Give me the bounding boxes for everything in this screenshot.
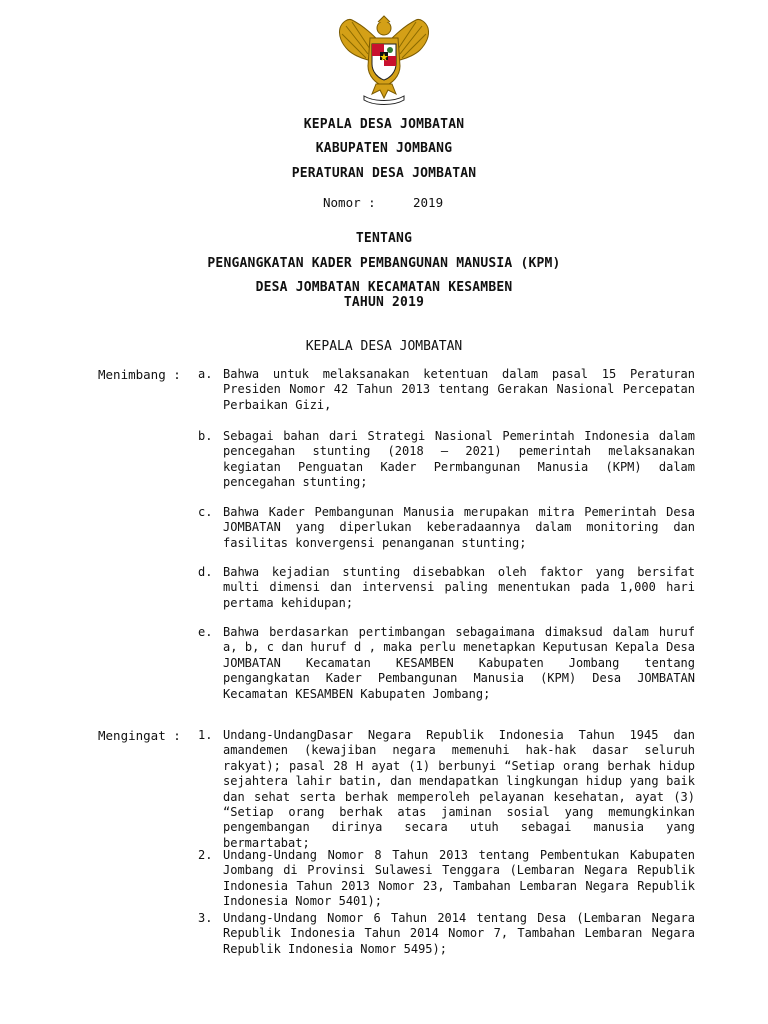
mengingat-label: Mengingat : — [98, 728, 181, 743]
item-marker: b. — [198, 429, 213, 443]
menimbang-label: Menimbang : — [98, 367, 181, 382]
item-text: Undang-Undang Nomor 8 Tahun 2013 tentang Pembentukan Kabupaten Jombang di Provinsi Sulawesi Tenggara (Lembaran Negara Republik Indonesia Tahun 2013 Nomor 23, Tambahan Lembaran Negara Republik Indonesia Nomor 5401); — [223, 848, 695, 909]
item-marker: 3. — [198, 911, 213, 925]
item-text: Bahwa Kader Pembangunan Manusia merupakan mitra Pemerintah Desa JOMBATAN yang diperlukan keberadaannya dalam monitoring dan fasilitas konvergensi penanganan stunting; — [223, 505, 695, 550]
item-marker: c. — [198, 505, 213, 519]
item-text: Bahwa berdasarkan pertimbangan sebagaimana dimaksud dalam huruf a, b, c dan huruf d , maka perlu menetapkan Keputusan Kepala Desa JOMBATAN Kecamatan KESAMBEN Kabupaten Jombang tentang pengangkatan Kader Pembangunan Manusia (KPM) Desa JOMBATAN Kecamatan KESAMBEN Kabupaten Jombang; — [223, 625, 695, 701]
item-text: Undang-UndangDasar Negara Republik Indonesia Tahun 1945 dan amandemen (kewajiban negara memenuhi hak-hak dasar seluruh rakyat); pasal 28 H ayat (1) berbunyi “Setiap orang berhak hidup sejahtera lahir batin, dan mendapatkan lingkungan hidup yang baik dan sehat serta berhak memperoleh pelayanan kesehatan, ayat (3) “Setiap orang berhak atas jaminan sosial yang memungkinkan pengembangan dirinya secara utuh sebagai manusia yang bermartabat; — [223, 728, 695, 850]
header-line-1: KEPALA DESA JOMBATAN — [303, 117, 465, 132]
title-line-1: PENGANGKATAN KADER PEMBANGUNAN MANUSIA (KPM) — [207, 256, 561, 271]
tentang-heading: TENTANG — [355, 231, 413, 246]
item-text: Bahwa kejadian stunting disebabkan oleh faktor yang bersifat multi dimensi dan intervensi paling menentukan pada 1,000 hari pertama kehidupan; — [223, 565, 695, 610]
item-marker: a. — [198, 367, 213, 381]
menimbang-item — [198, 505, 695, 551]
garuda-emblem-icon — [334, 14, 434, 106]
mengingat-item — [198, 848, 695, 910]
header-line-3: PERATURAN DESA JOMBATAN — [291, 166, 477, 181]
title-line-2: DESA JOMBATAN KECAMATAN KESAMBEN — [255, 280, 513, 295]
item-text: Sebagai bahan dari Strategi Nasional Pemerintah Indonesia dalam pencegahan stunting (2018 – 2021) pemerintah melaksanakan kegiatan Penguatan Kader Permbangunan Manusia (KPM) dalam pencegahan stunting; — [223, 429, 695, 490]
item-marker: e. — [198, 625, 213, 639]
item-text: Bahwa untuk melaksanakan ketentuan dalam pasal 15 Peraturan Presiden Nomor 42 Tahun 2013 tentang Gerakan Nasional Percepatan Perbaikan Gizi, — [223, 367, 695, 412]
menimbang-item — [198, 625, 695, 702]
nomor-value: 2019 — [413, 195, 444, 210]
title-line-3: TAHUN 2019 — [343, 295, 425, 310]
signatory-heading: KEPALA DESA JOMBATAN — [305, 339, 463, 354]
item-marker: 1. — [198, 728, 213, 742]
menimbang-item — [198, 367, 695, 413]
menimbang-item — [198, 565, 695, 611]
mengingat-item — [198, 728, 695, 851]
menimbang-item — [198, 429, 695, 491]
item-marker: d. — [198, 565, 213, 579]
nomor-label: Nomor : — [323, 195, 376, 210]
header-line-2: KABUPATEN JOMBANG — [315, 141, 453, 156]
mengingat-item — [198, 911, 695, 957]
item-marker: 2. — [198, 848, 213, 862]
item-text: Undang-Undang Nomor 6 Tahun 2014 tentang Desa (Lembaran Negara Republik Indonesia Tahun 2014 Nomor 7, Tambahan Lembaran Negara Republik Indonesia Nomor 5495); — [223, 911, 695, 956]
